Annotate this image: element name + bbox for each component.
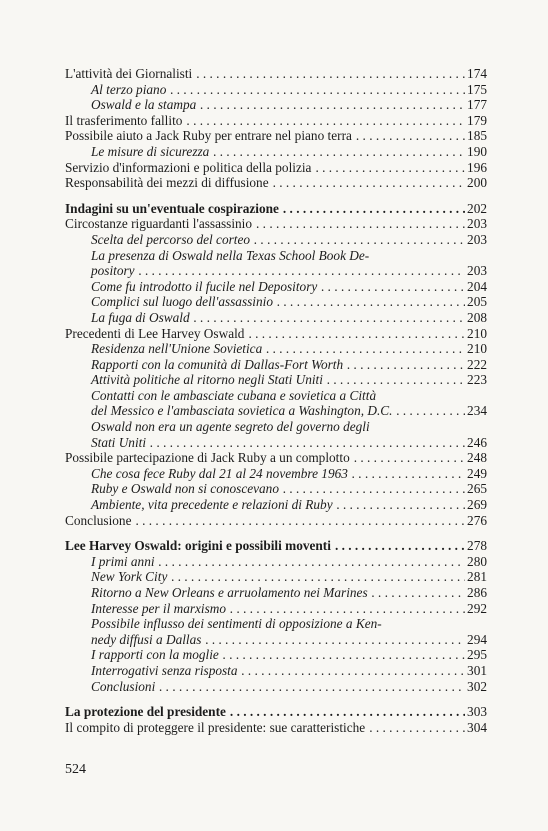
toc-entry-title: Indagini su un'eventuale cospirazione — [65, 200, 279, 216]
toc-subentry — [65, 97, 487, 113]
toc-entry-title: Servizio d'informazioni e politica della polizia — [65, 159, 312, 175]
dot-leader — [279, 481, 465, 497]
dot-leader — [226, 601, 465, 617]
toc-page-number: 303 — [467, 704, 487, 720]
dot-leader — [219, 647, 465, 663]
toc-page-number: 174 — [467, 66, 487, 81]
toc-entry-title: Lee Harvey Oswald: origini e possibili moventi — [65, 538, 331, 554]
toc-entry-title: Precedenti di Lee Harvey Oswald — [65, 325, 245, 341]
toc-entry-row — [65, 513, 487, 529]
toc-entry — [65, 450, 487, 466]
toc-entry-row — [65, 175, 487, 191]
toc-entry-row — [65, 66, 487, 82]
toc-entry-row — [65, 341, 487, 357]
toc-page-number: 304 — [467, 719, 487, 735]
toc-subentry — [65, 647, 487, 663]
toc-subentry — [65, 388, 487, 419]
toc-entry — [65, 113, 487, 129]
dot-leader — [273, 294, 465, 310]
toc-subentry — [65, 679, 487, 695]
toc-entry-title: nedy diffusi a Dallas — [91, 631, 202, 647]
section-gap — [65, 528, 487, 538]
toc-page-number: 295 — [467, 647, 487, 663]
toc-entry-row — [65, 481, 487, 497]
toc-entry-row — [65, 201, 487, 217]
toc-subentry — [65, 466, 487, 482]
toc-entry-title-line: La presenza di Oswald nella Texas School Book De- — [91, 247, 370, 263]
toc-page-number: 208 — [467, 309, 487, 325]
dot-leader — [226, 704, 465, 720]
dot-leader — [131, 513, 465, 529]
toc-entry-title: Circostanze riguardanti l'assassinio — [65, 216, 253, 232]
toc-page-number: 269 — [467, 497, 487, 513]
toc-entry-title: Interesse per il marxismo — [91, 600, 227, 616]
toc-subentry — [65, 294, 487, 310]
toc-entry-title: Le misure di sicurezza — [91, 143, 210, 159]
dot-leader — [393, 403, 466, 419]
dot-leader — [269, 175, 465, 191]
dot-leader — [209, 144, 465, 160]
toc-page-number: 234 — [467, 403, 487, 419]
toc-subentry — [65, 341, 487, 357]
toc-page-number: 301 — [467, 662, 487, 678]
toc-entry-title: I rapporti con la moglie — [91, 647, 219, 663]
toc-entry-title: La protezione del presidente — [65, 704, 226, 720]
toc-subentry — [65, 616, 487, 647]
toc-entry-title: Complici sul luogo dell'assassinio — [91, 294, 273, 310]
toc-subentry — [65, 601, 487, 617]
toc-entry-title: Al terzo piano — [91, 81, 167, 97]
toc-section-heading — [65, 201, 487, 217]
toc-entry-title: Conclusioni — [91, 678, 156, 694]
toc-page-number: 196 — [467, 159, 487, 175]
toc-subentry — [65, 144, 487, 160]
section-gap — [65, 694, 487, 704]
toc-entry-title: Che cosa fece Ruby dal 21 al 24 novembre 1963 — [91, 465, 348, 481]
toc-subentry — [65, 497, 487, 513]
toc-entry-row — [65, 216, 487, 232]
toc-entry-title: Ambiente, vita precedente e relazioni di Ruby — [91, 497, 333, 513]
toc-entry-row — [65, 704, 487, 720]
dot-leader — [155, 679, 465, 695]
dot-leader — [190, 310, 465, 326]
dot-leader — [238, 663, 465, 679]
dot-leader — [252, 216, 465, 232]
toc-subentry — [65, 82, 487, 98]
toc-entry-title: pository — [91, 263, 135, 279]
toc-entry-row — [65, 144, 487, 160]
toc-entry-row — [65, 82, 487, 98]
toc-entry-row — [65, 569, 487, 585]
toc-entry-title: Interrogativi senza risposta — [91, 662, 238, 678]
toc-entry-title: Ritorno a New Orleans e arruolamento nei Marines — [91, 585, 368, 600]
dot-leader — [343, 357, 465, 373]
toc-subentry — [65, 279, 487, 295]
toc-page-number: 210 — [467, 325, 487, 341]
toc-section-heading — [65, 704, 487, 720]
toc-subentry — [65, 481, 487, 497]
toc-page-number: 204 — [467, 278, 487, 294]
toc-subentry — [65, 357, 487, 373]
toc-entry-title: Oswald e la stampa — [91, 97, 197, 113]
toc-entry-title: Il compito di proteggere il presidente: sue caratteristiche — [65, 719, 366, 735]
toc-page-number: 190 — [467, 143, 487, 159]
toc-entry-title: L'attività dei Giornalisti — [65, 66, 193, 81]
toc-entry — [65, 216, 487, 232]
toc-entry-row — [65, 310, 487, 326]
toc-page-number: 280 — [467, 553, 487, 569]
toc-entry-title: La fuga di Oswald — [91, 309, 190, 325]
toc-entry-row — [65, 679, 487, 695]
toc-page-number: 205 — [467, 294, 487, 310]
dot-leader — [262, 341, 465, 357]
toc-page-number: 203 — [467, 216, 487, 232]
toc-page-number: 276 — [467, 512, 487, 528]
toc-entry-title-line: Oswald non era un agente segreto del governo degli — [91, 419, 370, 435]
dot-leader — [244, 326, 465, 342]
toc-page-number: 222 — [467, 356, 487, 372]
toc-page-number: 203 — [467, 263, 487, 279]
toc-entry-title: Responsabilità dei mezzi di diffusione — [65, 175, 269, 191]
toc-entry-row — [65, 403, 487, 419]
dot-leader — [350, 450, 465, 466]
toc-entry-title: I primi anni — [91, 553, 155, 569]
toc-page-number: 286 — [467, 585, 487, 600]
toc-page-number: 278 — [467, 538, 487, 554]
toc-entry-title: Ruby e Oswald non si conoscevano — [91, 481, 279, 497]
toc-entry-row — [65, 97, 487, 113]
toc-subentry — [65, 232, 487, 248]
toc-entry-title: Attività politiche al ritorno negli Stati Uniti — [91, 372, 323, 388]
toc-page-number: 179 — [467, 112, 487, 128]
toc-page-number: 302 — [467, 678, 487, 694]
toc-entry — [65, 160, 487, 176]
toc-entry-row — [65, 647, 487, 663]
dot-leader — [167, 569, 465, 585]
table-of-contents — [65, 66, 487, 735]
toc-page-number: 281 — [467, 569, 487, 585]
toc-entry-row — [65, 450, 487, 466]
toc-page-number: 246 — [467, 434, 487, 450]
toc-entry-row — [65, 538, 487, 554]
toc-subentry — [65, 419, 487, 450]
toc-entry-row — [65, 435, 487, 451]
toc-subentry — [65, 554, 487, 570]
dot-leader — [317, 279, 465, 295]
toc-entry-row — [65, 113, 487, 129]
dot-leader — [166, 82, 465, 98]
toc-page-number: 292 — [467, 600, 487, 616]
toc-entry-title: New York City — [91, 569, 168, 585]
toc-entry-title: Conclusione — [65, 512, 132, 528]
toc-entry-row — [65, 554, 487, 570]
dot-leader — [311, 160, 465, 176]
toc-subentry — [65, 569, 487, 585]
dot-leader — [196, 97, 465, 113]
toc-entry-title-line: Contatti con le ambasciate cubana e sovietica a Città — [91, 387, 377, 403]
dot-leader — [250, 232, 465, 248]
dot-leader — [279, 201, 465, 217]
toc-entry-title: Rapporti con la comunità di Dallas-Fort Worth — [91, 356, 344, 372]
toc-subentry — [65, 310, 487, 326]
dot-leader — [352, 128, 465, 144]
dot-leader — [155, 554, 465, 570]
toc-entry-title: Residenza nell'Unione Sovietica — [91, 341, 263, 357]
toc-entry-title: Come fu introdotto il fucile nel Depository — [91, 278, 318, 294]
toc-entry-row — [65, 585, 487, 601]
section-gap — [65, 191, 487, 201]
toc-entry-row — [65, 357, 487, 373]
toc-entry-title: Possibile partecipazione di Jack Ruby a un complotto — [65, 450, 350, 466]
toc-entry — [65, 513, 487, 529]
toc-entry-row — [65, 326, 487, 342]
dot-leader — [201, 632, 465, 648]
dot-leader — [333, 497, 465, 513]
toc-page-number: 203 — [467, 231, 487, 247]
toc-subentry — [65, 248, 487, 279]
dot-leader — [135, 263, 465, 279]
toc-page-number: 223 — [467, 372, 487, 388]
toc-entry-title: Il trasferimento fallito — [65, 112, 183, 128]
toc-page-number: 200 — [467, 175, 487, 191]
dot-leader — [368, 585, 465, 601]
toc-page-number: 248 — [467, 450, 487, 466]
toc-page-number: 249 — [467, 465, 487, 481]
toc-entry-row — [65, 663, 487, 679]
toc-page-number: 294 — [467, 631, 487, 647]
toc-page-number: 185 — [467, 128, 487, 144]
toc-page-number: 265 — [467, 481, 487, 497]
toc-entry — [65, 175, 487, 191]
toc-entry-row — [65, 632, 487, 648]
toc-entry-row — [65, 601, 487, 617]
dot-leader — [331, 538, 465, 554]
dot-leader — [182, 113, 465, 129]
toc-entry — [65, 128, 487, 144]
toc-entry-row — [65, 232, 487, 248]
toc-page-number: 177 — [467, 97, 487, 113]
toc-entry-row — [65, 466, 487, 482]
toc-entry — [65, 326, 487, 342]
toc-entry-row — [65, 128, 487, 144]
toc-entry-row — [65, 263, 487, 279]
dot-leader — [365, 720, 465, 736]
toc-subentry — [65, 372, 487, 388]
toc-page-number: 210 — [467, 341, 487, 357]
toc-entry-title: Stati Uniti — [91, 434, 147, 450]
toc-entry-title: Possibile aiuto a Jack Ruby per entrare nel piano terra — [65, 128, 352, 144]
toc-entry — [65, 720, 487, 736]
toc-entry-row — [65, 160, 487, 176]
toc-entry-row — [65, 720, 487, 736]
page-number: 524 — [65, 762, 86, 777]
toc-entry-row — [65, 497, 487, 513]
toc-subentry — [65, 585, 487, 601]
toc-entry-row — [65, 279, 487, 295]
toc-entry-title: del Messico e l'ambasciata sovietica a Washington, D.C. — [91, 403, 393, 419]
toc-entry-title: Scelta del percorso del corteo — [91, 231, 251, 247]
toc-entry-title-line: Possibile influsso dei sentimenti di opposizione a Ken- — [91, 616, 382, 632]
dot-leader — [348, 466, 465, 482]
toc-entry-row — [65, 372, 487, 388]
dot-leader — [146, 435, 465, 451]
toc-section-heading — [65, 538, 487, 554]
toc-page-number: 175 — [467, 81, 487, 97]
toc-entry-row — [65, 294, 487, 310]
dot-leader — [323, 372, 465, 388]
toc-subentry — [65, 663, 487, 679]
toc-entry — [65, 66, 487, 82]
toc-page-number: 202 — [467, 200, 487, 216]
dot-leader — [192, 66, 465, 82]
